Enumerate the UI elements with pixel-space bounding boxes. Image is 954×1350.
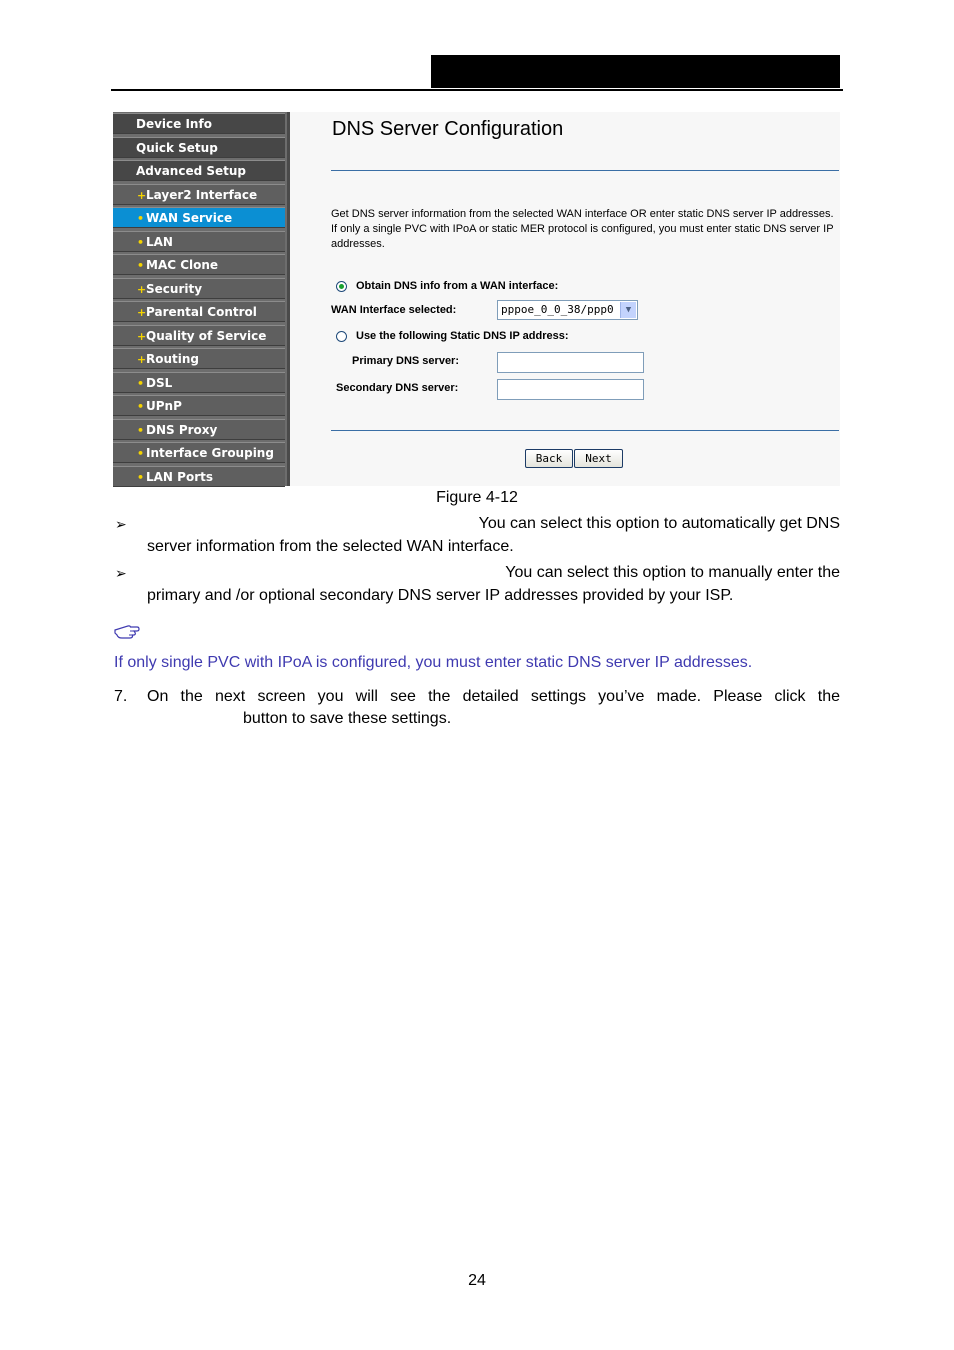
sidebar-item-device-info[interactable] <box>113 113 285 134</box>
sidebar-item-quick-setup[interactable] <box>113 137 285 158</box>
wan-interface-label: WAN Interface selected: <box>331 304 457 316</box>
figure-caption: Figure 4-12 <box>436 489 518 506</box>
expand-plus-icon: + <box>137 353 147 366</box>
secondary-dns-label: Secondary DNS server: <box>336 382 459 394</box>
sidebar-item-label: Parental Control <box>146 305 257 319</box>
bullet-dot-icon: • <box>137 423 145 437</box>
sidebar-item-label: Advanced Setup <box>136 164 247 178</box>
bullet-arrow-icon: ➢ <box>115 565 127 581</box>
primary-dns-input[interactable] <box>497 352 644 373</box>
bullet1-continuation: server information from the selected WAN interface. <box>147 538 514 555</box>
sidebar-item-layer2-interface[interactable] <box>113 184 285 205</box>
step-line-2: button to save these settings. <box>243 710 452 727</box>
expand-plus-icon: + <box>137 329 147 343</box>
bullet-dot-icon: • <box>137 212 145 225</box>
sidebar-item-interface-grouping[interactable] <box>113 442 285 463</box>
sidebar-item-mac-clone[interactable] <box>113 254 285 275</box>
back-button[interactable]: Back <box>525 449 573 468</box>
sidebar-item-upnp[interactable] <box>113 395 285 416</box>
sidebar-item-label: Security <box>146 281 203 296</box>
header-bar <box>431 55 840 88</box>
chevron-down-icon[interactable]: ▼ <box>620 302 636 318</box>
bullet-dot-icon: • <box>137 376 145 390</box>
sidebar-item-label: Interface Grouping <box>146 446 274 460</box>
sidebar-item-label: Routing <box>146 352 200 366</box>
sidebar-item-label: Device Info <box>136 117 212 131</box>
sidebar-item-parental-control[interactable] <box>113 301 285 322</box>
sidebar-item-label: UPnP <box>146 399 182 413</box>
step-line-1: On the next screen you will see the detailed settings you’ve made. Please click the <box>147 688 840 705</box>
sidebar-item-wan-service[interactable] <box>113 207 285 228</box>
sidebar-item-label: DNS Proxy <box>146 422 218 437</box>
bullet1-text: You can select this option to automatically get DNS <box>478 515 840 532</box>
bullet-dot-icon: • <box>137 470 145 484</box>
dns-config-panel <box>290 112 840 486</box>
sidebar-item-label: Quality of Service <box>146 328 267 343</box>
expand-plus-icon: + <box>137 306 147 319</box>
bullet-arrow-icon: ➢ <box>115 516 127 532</box>
bullet-dot-icon: • <box>137 447 145 460</box>
bullet-dot-icon: • <box>137 400 145 413</box>
sidebar-item-dsl[interactable] <box>113 372 285 393</box>
router-ui-screenshot <box>113 112 840 486</box>
sidebar-item-lan-ports[interactable] <box>113 466 285 487</box>
sidebar-item-label: LAN <box>146 234 173 249</box>
static-dns-radio[interactable] <box>336 331 347 342</box>
note-text: If only single PVC with IPoA is configured, you must enter static DNS server IP addresses. <box>114 654 753 671</box>
sidebar-item-security[interactable] <box>113 278 285 299</box>
title-divider <box>331 170 839 171</box>
sidebar-item-advanced-setup[interactable] <box>113 160 285 181</box>
bullet-dot-icon: • <box>137 259 145 272</box>
secondary-dns-input[interactable] <box>497 379 644 400</box>
page-title: DNS Server Configuration <box>332 118 564 140</box>
page-number: 24 <box>468 1272 486 1289</box>
next-button[interactable]: Next <box>574 449 623 468</box>
panel-description: Get DNS server information from the selected WAN interface OR enter static DNS server IP addresses. If only a single PVC with IPoA or static MER protocol is configured, you must enter static DNS server IP addresses. <box>331 208 834 250</box>
sidebar-item-dns-proxy[interactable] <box>113 419 285 440</box>
sidebar-item-lan[interactable] <box>113 231 285 252</box>
expand-plus-icon: + <box>137 282 147 296</box>
wan-interface-value: pppoe_0_0_38/ppp0 <box>501 303 614 316</box>
bullet-dot-icon: • <box>137 235 145 249</box>
wan-interface-select[interactable] <box>497 300 638 320</box>
wan-interface-option-label: Obtain DNS info from a WAN interface: <box>356 280 559 292</box>
sidebar-nav <box>113 112 287 486</box>
header-rule <box>111 89 843 91</box>
sidebar-item-quality-of-service[interactable] <box>113 325 285 346</box>
step-number: 7. <box>114 688 128 705</box>
sidebar-item-label: Layer2 Interface <box>146 187 258 202</box>
bottom-divider <box>331 430 839 431</box>
primary-dns-label: Primary DNS server: <box>352 355 460 367</box>
sidebar-item-label: DSL <box>146 375 173 390</box>
wan-interface-radio[interactable] <box>336 281 347 292</box>
pointing-hand-icon <box>114 621 140 641</box>
bullet2-text: You can select this option to manually enter the <box>505 564 840 581</box>
sidebar-item-label: Quick Setup <box>136 140 218 155</box>
sidebar-item-label: LAN Ports <box>146 469 213 484</box>
expand-plus-icon: + <box>137 188 147 202</box>
sidebar-item-label: WAN Service <box>146 211 233 225</box>
sidebar-item-routing[interactable] <box>113 348 285 369</box>
static-dns-option-label: Use the following Static DNS IP address: <box>356 330 569 342</box>
bullet2-continuation: primary and /or optional secondary DNS server IP addresses provided by your ISP. <box>147 587 734 604</box>
sidebar-item-label: MAC Clone <box>146 258 219 272</box>
